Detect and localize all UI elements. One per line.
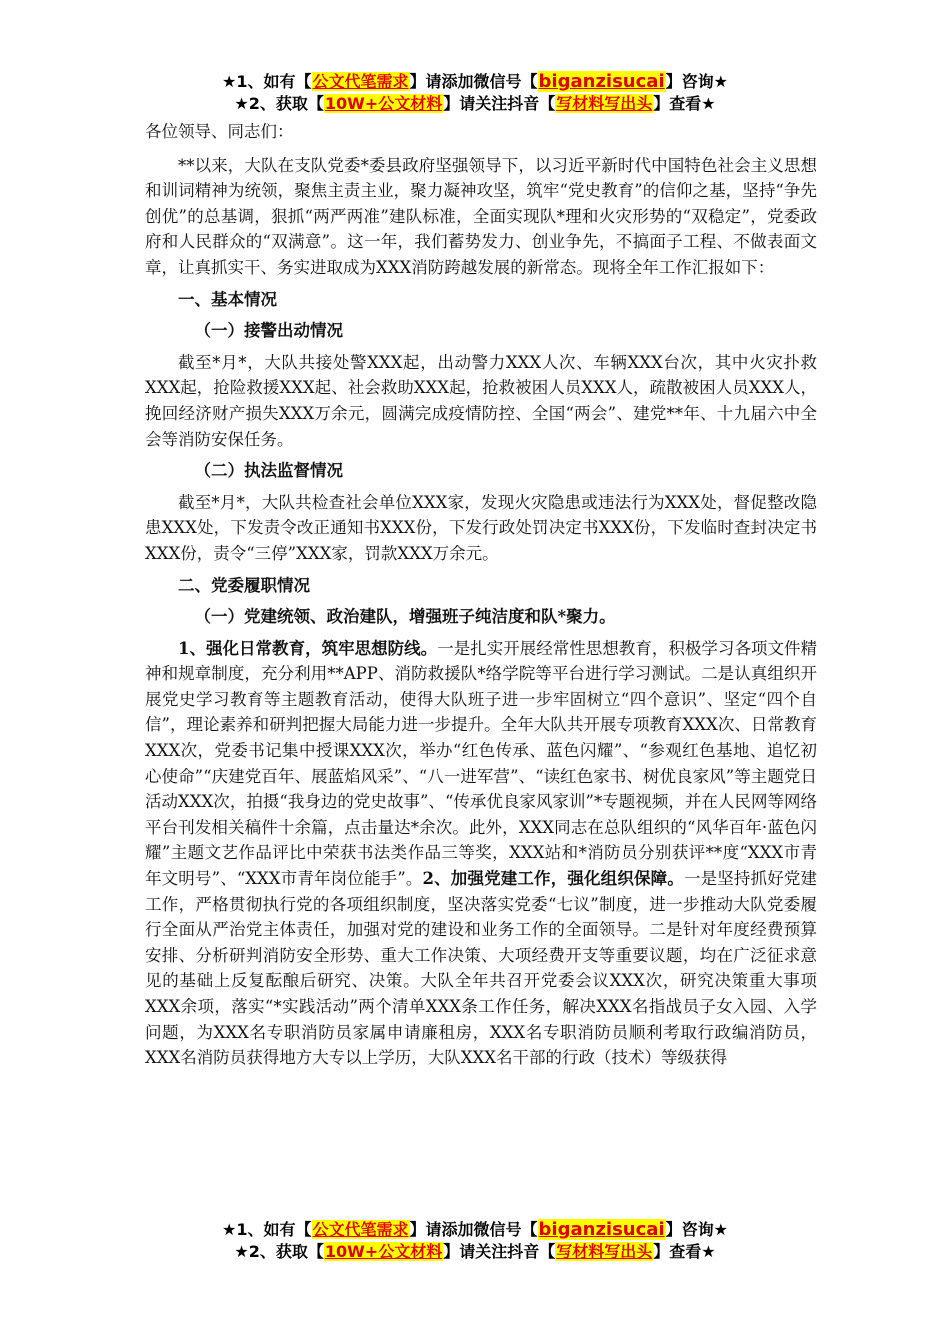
subsection-heading-1-2: （二）执法监督情况 bbox=[194, 461, 343, 481]
banner-text: 】咨询★ bbox=[665, 1220, 728, 1239]
banner-highlight: 公文代笔需求 bbox=[312, 72, 409, 91]
paragraph-1-1: 截至*月*，大队共接处警XXX起，出动警力XXX人次、车辆XXX台次，其中火灾扑救XXX起，抢险救援XXX起、社会救助XXX起，抢救被困人员XXX人，疏散被困人员XXX人，挽回经济财产损失XXX万余元，圆满完成疫情防控、全国“两会”、建党**年、十九届六中全会等消防安保任务。 bbox=[145, 352, 817, 449]
intro-paragraph: **以来，大队在支队党委*委县政府坚强领导下，以习近平新时代中国特色社会主义思想和训词精神为统领，聚焦主责主业，聚力凝神攻坚，筑牢“党史教育”的信仰之基，坚持“争先创优”的总基调，狠抓“两严两准”建队标准，全面实现队*理和火灾形势的“双稳定”，党委政府和人民群众的“双满意”。这一年，我们蓄势发力、创业争先，不搞面子工程、不做表面文章，让真抓实干、务实进取成为XXX消防跨越发展的新常态。现将全年工作汇报如下： bbox=[145, 155, 817, 277]
section-heading-2: 二、党委履职情况 bbox=[178, 575, 310, 595]
banner-text: 】查看★ bbox=[653, 94, 716, 113]
banner-text: ★1、如有【 bbox=[222, 72, 312, 91]
banner-highlight-douyin: 写材料写出头 bbox=[556, 94, 653, 113]
footer-banner bbox=[0, 1219, 950, 1263]
banner-text: ★2、获取【 bbox=[234, 1242, 324, 1261]
banner-text: 】请关注抖音【 bbox=[443, 94, 556, 113]
banner-line-1 bbox=[0, 71, 950, 93]
banner-highlight: 公文代笔需求 bbox=[312, 1220, 409, 1239]
document-body bbox=[145, 119, 817, 1071]
paragraph-2-1 bbox=[145, 636, 817, 1071]
point-body-1: 一是扎实开展经常性思想教育，积极学习各项文件精神和规章制度，充分利用**APP、消防救援队*络学院等平台进行学习测试。二是认真组织开展党史学习教育等主题教育活动，使得大队班子进一步牢固树立“四个意识”、坚定“四个自信”，理论素养和研判把握大局能力进一步提升。全年大队共开展专项教育XXX次、日常教育XXX次，党委书记集中授课XXX次，举办“红色传承、蓝色闪耀”、“参观红色基地、追忆初心使命”“庆建党百年、展蓝焰风采”、“八一进军营”、“读红色家书、树优良家风”等主题党日活动XXX次，拍摄“我身边的党史故事”、“传承优良家风家训”*专题视频，并在人民网等网络平台刊发相关稿件十余篇，点击量达*余次。此外，XXX同志在总队组织的“风华百年·蓝色闪耀”主题文艺作品评比中荣获书法类作品三等奖，XXX站和*消防员分别获评**度“XXX市青年文明号”、“XXX市青年岗位能手”。 bbox=[145, 638, 818, 889]
banner-text: 】请添加微信号【 bbox=[409, 1220, 538, 1239]
banner-text: 】请关注抖音【 bbox=[443, 1242, 556, 1261]
banner-line-2 bbox=[0, 1241, 950, 1263]
banner-line-2 bbox=[0, 93, 950, 115]
banner-text: 】请添加微信号【 bbox=[409, 72, 538, 91]
banner-highlight-wechat: biganzisucai bbox=[538, 71, 665, 92]
section-heading-1: 一、基本情况 bbox=[178, 289, 277, 309]
banner-highlight: 10W+公文材料 bbox=[324, 1242, 443, 1261]
banner-text: ★2、获取【 bbox=[234, 94, 324, 113]
point-body-2: 一是坚持抓好党建工作，严格贯彻执行党的各项组织制度，坚决落实党委“七议”制度，进一步推动大队党委履行全面从严治党主体责任，加强对党的建设和业务工作的全面领导。二是针对年度经费预算安排、分析研判消防安全形势、重大工作决策、大项经费开支等重要议题，均在广泛征求意见的基础上反复酝酿后研究、决策。大队全年共召开党委会议XXX次，研究决策重大事项XXX余项，落实“*实践活动”两个清单XXX条工作任务，解决XXX名指战员子女入园、入学问题，为XXX名专职消防员家属申请廉租房，XXX名专职消防员顺利考取行政编消防员，XXX名消防员获得地方大专以上学历，大队XXX名干部的行政（技术）等级获得 bbox=[145, 869, 818, 1068]
point-heading-1: 1、强化日常教育，筑牢思想防线。 bbox=[178, 638, 438, 658]
paragraph-1-2: 截至*月*，大队共检查社会单位XXX家，发现火灾隐患或违法行为XXX处，督促整改隐患XXX处，下发责令改正通知书XXX份，下发行政处罚决定书XXX份，下发临时查封决定书XXX份，责令“三停”XXX家，罚款XXX万余元。 bbox=[145, 492, 817, 563]
header-banner bbox=[0, 71, 950, 115]
point-heading-2: 2、加强党建工作，强化组织保障。 bbox=[422, 869, 684, 889]
subsection-heading-1-1: （一）接警出动情况 bbox=[194, 321, 343, 341]
banner-highlight: 10W+公文材料 bbox=[324, 94, 443, 113]
banner-text: 】查看★ bbox=[653, 1242, 716, 1261]
banner-text: ★1、如有【 bbox=[222, 1220, 312, 1239]
subsection-heading-2-1: （一）党建统领、政治建队，增强班子纯洁度和队*聚力。 bbox=[194, 607, 616, 627]
banner-text: 】咨询★ bbox=[665, 72, 728, 91]
banner-line-1 bbox=[0, 1219, 950, 1241]
banner-highlight-douyin: 写材料写出头 bbox=[556, 1242, 653, 1261]
greeting: 各位领导、同志们： bbox=[145, 122, 294, 141]
banner-highlight-wechat: biganzisucai bbox=[538, 1219, 665, 1240]
